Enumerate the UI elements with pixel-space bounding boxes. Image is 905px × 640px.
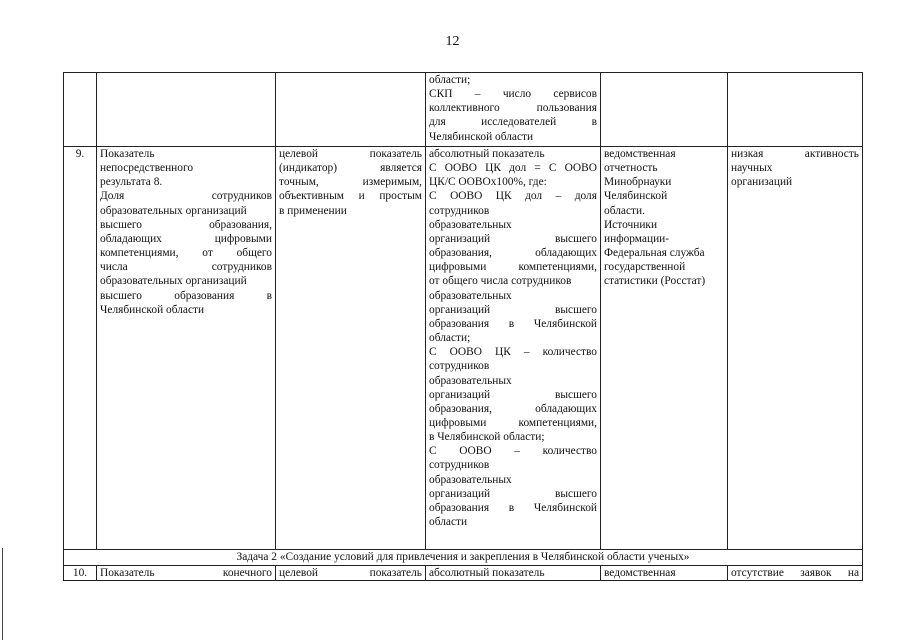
- margin-line: [2, 548, 3, 640]
- text-line: государственной: [604, 261, 686, 274]
- text-line: [429, 317, 597, 331]
- table-row-10: [64, 566, 863, 581]
- text-line: образовательных организаций: [100, 275, 247, 288]
- word: высшего: [555, 232, 597, 245]
- row-number: 9.: [75, 148, 85, 160]
- word: цифровыми: [429, 261, 487, 274]
- word: точным,: [279, 176, 319, 189]
- text-line: сотрудников: [429, 459, 490, 472]
- word: С: [429, 445, 437, 458]
- text-line: образовательных: [429, 473, 512, 486]
- text-line: Источники: [604, 218, 658, 231]
- text-line: [429, 260, 597, 274]
- word: организаций: [429, 303, 491, 316]
- text-line: [100, 232, 272, 246]
- text-line: [429, 161, 597, 175]
- text-line: абсолютный показатель: [429, 148, 545, 160]
- word: =: [534, 162, 541, 175]
- word: и: [358, 190, 365, 203]
- cell-risk: [728, 73, 863, 147]
- text-line: [429, 416, 597, 430]
- word: компетенциями,: [518, 261, 597, 274]
- word: цифровыми: [214, 232, 272, 245]
- word: пользования: [536, 102, 597, 115]
- text-line: Челябинской: [604, 190, 668, 203]
- text-line: [429, 101, 597, 115]
- word: сотрудников: [211, 261, 272, 274]
- word: на: [847, 567, 859, 579]
- cell-source: [601, 147, 728, 550]
- word: С: [548, 162, 557, 175]
- word: исследователей: [481, 116, 557, 129]
- word: числа: [100, 261, 128, 274]
- word: высшего: [555, 303, 597, 316]
- text-line: сотрудников: [429, 204, 490, 217]
- cell-risk: [728, 566, 863, 581]
- cell-formula: [426, 566, 601, 581]
- text-line: организаций: [731, 176, 793, 189]
- text-line: научных: [731, 162, 773, 175]
- word: высшего: [555, 388, 597, 401]
- word: в: [508, 317, 515, 330]
- word: дол: [509, 162, 527, 175]
- text-line: сотрудников: [429, 360, 490, 373]
- text-line: [100, 189, 272, 203]
- word: высшего: [100, 218, 142, 231]
- text-line: ведомственная: [604, 567, 676, 579]
- text-line: ведомственная: [604, 148, 676, 160]
- word: сервисов: [553, 88, 597, 101]
- word: доля: [574, 190, 597, 203]
- text-line: [100, 289, 272, 303]
- text-line: [429, 388, 597, 402]
- page-number: 12: [445, 34, 460, 49]
- word: образования,: [429, 402, 492, 415]
- text-line: отчетность: [604, 162, 658, 175]
- word: компетенциями,: [518, 416, 597, 429]
- word: (индикатор): [279, 162, 338, 175]
- text-line: [731, 566, 859, 580]
- text-line: [429, 501, 597, 515]
- word: количество: [542, 346, 597, 359]
- word: ООВО: [450, 190, 483, 203]
- word: обладающих: [535, 402, 597, 415]
- text-line: [279, 566, 422, 580]
- word: активность: [804, 148, 859, 160]
- word: коллективного: [429, 102, 500, 115]
- table-row-continuation: [64, 73, 863, 147]
- word: высшего: [100, 289, 142, 302]
- text-line: образовательных организаций: [100, 204, 247, 217]
- indicators-table: [63, 72, 863, 581]
- text-line: от общего числа сотрудников: [429, 275, 572, 288]
- text-line: [429, 232, 597, 246]
- text-line: результата 8.: [100, 176, 163, 189]
- text-line: Федеральная служба: [604, 247, 705, 260]
- text-line: образовательных: [429, 289, 512, 302]
- task-2-heading: Задача 2 «Создание условий для привлечения и закрепления в Челябинской области ученых»: [64, 550, 863, 566]
- word: С: [429, 190, 437, 203]
- text-line: статистики (Росстат): [604, 275, 706, 288]
- cell-basis: [276, 147, 426, 550]
- cell-num: [64, 147, 97, 550]
- word: целевой: [279, 567, 318, 579]
- text-line: Минобрнауки: [604, 176, 672, 189]
- word: цифровыми: [429, 416, 487, 429]
- text-line: образовательных: [429, 218, 512, 231]
- word: образования: [429, 501, 490, 514]
- word: ООВО: [459, 445, 492, 458]
- table-row-task-2: [64, 550, 863, 566]
- word: высшего: [555, 487, 597, 500]
- word: низкая: [731, 148, 764, 160]
- text-line: Показатель: [100, 148, 155, 160]
- word: целевой: [279, 148, 318, 160]
- word: ЦК: [485, 162, 501, 175]
- cell-basis: [276, 566, 426, 581]
- word: –: [514, 445, 520, 458]
- word: в: [591, 116, 597, 129]
- text-line: [429, 345, 597, 359]
- word: ООВО: [564, 162, 597, 175]
- word: заявок: [800, 567, 832, 579]
- word: дол: [525, 190, 543, 203]
- word: образования: [429, 317, 490, 330]
- word: организаций: [429, 487, 491, 500]
- cell-name: [97, 566, 276, 581]
- word: –: [523, 346, 530, 359]
- word: конечного: [222, 567, 272, 579]
- text-line: [731, 147, 859, 161]
- text-line: области.: [604, 204, 645, 217]
- word: в: [266, 289, 272, 302]
- word: объективным: [279, 190, 344, 203]
- text-line: в применении: [279, 204, 347, 217]
- word: обладающих: [535, 247, 597, 260]
- word: простым: [379, 190, 422, 203]
- text-line: [429, 87, 597, 101]
- word: ЦК: [495, 190, 512, 203]
- table-row-9: [64, 147, 863, 550]
- word: Показатель: [100, 567, 155, 579]
- text-line: непосредственного: [100, 162, 194, 175]
- text-line: [279, 161, 422, 175]
- text-line: [429, 303, 597, 317]
- word: С: [429, 346, 437, 359]
- word: обладающих: [100, 232, 162, 245]
- text-line: [100, 566, 272, 580]
- text-line: [100, 260, 272, 274]
- text-line: [100, 246, 272, 260]
- word: образования,: [209, 218, 272, 231]
- word: образования: [174, 289, 235, 302]
- word: Доля: [100, 190, 125, 203]
- word: образования,: [429, 247, 492, 260]
- cell-basis: [276, 73, 426, 147]
- text-line: [429, 444, 597, 458]
- text-line: области;: [429, 74, 471, 86]
- word: показатель: [369, 148, 422, 160]
- cell-name: [97, 147, 276, 550]
- word: компетенциями,: [100, 247, 179, 260]
- text-line: [279, 175, 422, 189]
- cell-risk: [728, 147, 863, 550]
- word: С: [429, 162, 437, 175]
- text-line: [429, 115, 597, 129]
- text-line: [429, 487, 597, 501]
- text-line: абсолютный показатель: [429, 567, 545, 579]
- cell-num: [64, 73, 97, 147]
- word: ООВО: [449, 346, 482, 359]
- word: сотрудников: [211, 190, 272, 203]
- text-line: [100, 218, 272, 232]
- word: измеримым,: [362, 176, 422, 189]
- word: для: [429, 116, 446, 129]
- text-line: [429, 189, 597, 203]
- row-number: 10.: [72, 567, 88, 579]
- cell-source: [601, 73, 728, 147]
- word: количество: [542, 445, 597, 458]
- word: организаций: [429, 388, 491, 401]
- word: ООВО: [444, 162, 478, 175]
- word: ЦК: [494, 346, 511, 359]
- word: СКП: [429, 88, 453, 101]
- text-line: [429, 402, 597, 416]
- text-line: области;: [429, 332, 471, 345]
- word: показатель: [369, 567, 422, 579]
- text-line: области: [429, 516, 468, 529]
- word: Челябинской: [533, 317, 597, 330]
- cell-num: [64, 566, 97, 581]
- word: в: [508, 501, 515, 514]
- word: общего: [236, 247, 272, 260]
- word: является: [380, 162, 422, 175]
- word: от: [202, 247, 213, 260]
- text-line: информации-: [604, 232, 670, 245]
- cell-name: [97, 73, 276, 147]
- word: –: [474, 88, 481, 101]
- text-line: [429, 246, 597, 260]
- text-line: образовательных: [429, 374, 512, 387]
- word: число: [502, 88, 532, 101]
- cell-source: [601, 566, 728, 581]
- text-line: [279, 147, 422, 161]
- text-line: Челябинской области: [100, 303, 205, 316]
- word: Челябинской: [533, 501, 597, 514]
- cell-formula: [426, 147, 601, 550]
- word: –: [555, 190, 562, 203]
- word: отсутствие: [731, 567, 784, 579]
- text-line: Челябинской области: [429, 130, 534, 143]
- text-line: [279, 189, 422, 203]
- word: организаций: [429, 232, 491, 245]
- text-line: в Челябинской области;: [429, 431, 545, 444]
- cell-formula: [426, 73, 601, 147]
- text-line: ЦК/С ООВОх100%, где:: [429, 176, 547, 189]
